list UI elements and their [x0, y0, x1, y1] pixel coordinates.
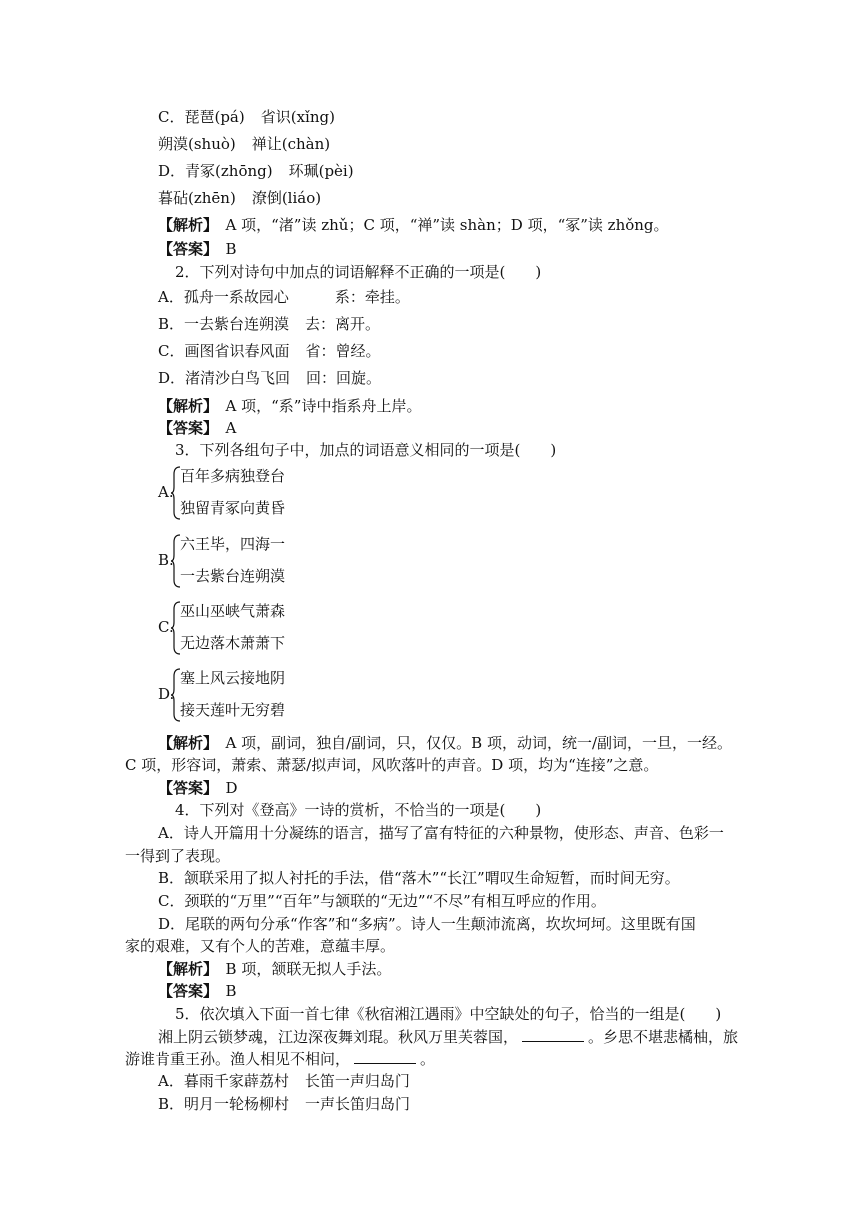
analysis-label: 【解析】: [158, 960, 211, 978]
analysis-text-1: A 项，副词，独自/副词，只，仅仅。B 项，动词，统一/副词，一旦，一经。: [225, 734, 733, 752]
answer-value: D: [225, 779, 238, 797]
q3-group-line1: 百年多病独登台: [180, 467, 286, 485]
q2-option-c-text: C．画图省识春风面: [158, 342, 290, 360]
q1-option-d-qingzhong: D．青冢(zhōng): [158, 162, 273, 180]
q5-stem: 5．依次填入下面一首七律《秋宿湘江遇雨》中空缺处的句子，恰当的一组是( ): [175, 1005, 722, 1023]
q4-option-c: C．颈联的“万里”“百年”与颔联的“无边”“不尽”有相互呼应的作用。: [158, 892, 606, 910]
analysis-label: 【解析】: [158, 397, 211, 415]
q2-option-a-text: A．孤舟一系故园心: [158, 288, 289, 306]
q4-option-d-line1: D．尾联的两句分承“作客”和“多病”。诗人一生颠沛流离，坎坎坷坷。这里既有国: [158, 915, 696, 933]
q5-option-a-text: A．暮雨千家薜荔村: [158, 1072, 289, 1090]
q5-poem-line2: [125, 1049, 435, 1069]
q3-analysis: [158, 733, 732, 753]
answer-label: 【答案】: [158, 779, 211, 797]
q3-group-line1: 塞上风云接地阴: [180, 669, 286, 687]
q5-poem-text: 湘上阴云锁梦魂，江边深夜舞刘琨。秋风万里芙蓉国，: [158, 1028, 519, 1046]
q3-group-line2: 独留青冢向黄昏: [180, 499, 286, 517]
q1-option-d-line2: [158, 188, 321, 208]
q3-group-label: D.: [158, 685, 175, 703]
q1-option-c-shanrang: 禅让(chàn): [251, 135, 331, 153]
q2-option-d-note: 回：回旋。: [306, 369, 382, 387]
analysis-label: 【解析】: [158, 734, 211, 752]
analysis-text: A 项，“系”诗中指系舟上岸。: [225, 397, 422, 415]
q2-answer: [158, 418, 236, 438]
q1-option-c-shuomo: 朔漠(shuò): [158, 135, 236, 153]
q2-option-d-text: D．渚清沙白鸟飞回: [158, 369, 291, 387]
q5-blank-1: [522, 1027, 584, 1042]
q3-group-line1: 巫山巫峡气萧森: [180, 602, 286, 620]
q5-option-b: [158, 1094, 410, 1114]
q2-option-b: [158, 314, 380, 334]
q5-poem-text: 。乡思不堪悲橘柚，旅: [588, 1028, 739, 1046]
q1-option-c-xingshi: 省识(xǐng): [260, 108, 335, 126]
q5-option-a: [158, 1071, 410, 1091]
q4-option-a-line2: 一得到了表现。: [125, 847, 231, 865]
q5-option-b-text: B．明月一轮杨柳村: [158, 1095, 290, 1113]
q1-option-d-muzhen: 暮砧(zhēn): [158, 189, 236, 207]
analysis-text: A 项，“渚”读 zhǔ；C 项，“禅”读 shàn；D 项，“冢”读 zhǒng。: [225, 216, 669, 234]
q5-poem-text: 。: [420, 1050, 436, 1068]
analysis-label: 【解析】: [158, 216, 211, 234]
q2-option-c-note: 省：曾经。: [305, 342, 381, 360]
q3-group-line2: 无边落木萧萧下: [180, 634, 286, 652]
q4-analysis: [158, 959, 391, 979]
q1-option-d-liaodao: 潦倒(liáo): [251, 189, 322, 207]
q1-analysis: [158, 215, 669, 235]
q1-option-d-line1: [158, 161, 354, 181]
q2-option-a-note: 系：牵挂。: [334, 288, 410, 306]
q2-analysis: [158, 396, 421, 416]
q3-group-line2: 一去紫台连朔漠: [180, 567, 286, 585]
q1-option-c-line2: [158, 134, 330, 154]
q2-option-b-text: B．一去紫台连朔漠: [158, 315, 290, 333]
q3-answer: [158, 778, 238, 798]
q5-poem-line1: [158, 1027, 738, 1047]
q4-option-b: B．颔联采用了拟人衬托的手法，借“落木”“长江”喟叹生命短暂，而时间无穷。: [158, 869, 680, 887]
q3-group-label: C.: [158, 618, 174, 636]
q4-option-d-line2: 家的艰难，又有个人的苦难，意蕴丰厚。: [125, 937, 396, 955]
q2-option-d: [158, 368, 381, 388]
q2-stem: 2．下列对诗句中加点的词语解释不正确的一项是( ): [175, 263, 542, 281]
q3-group-line1: 六王毕，四海一: [180, 535, 286, 553]
answer-label: 【答案】: [158, 982, 211, 1000]
analysis-text: B 项，颔联无拟人手法。: [225, 960, 392, 978]
q3-group-line2: 接天莲叶无穷碧: [180, 701, 286, 719]
q5-poem-text: 游谁肯重王孙。渔人相见不相问，: [125, 1050, 351, 1068]
q3-analysis-cont: C 项，形容词，萧索、萧瑟/拟声词，风吹落叶的声音。D 项，均为“连接”之意。: [125, 756, 659, 774]
answer-value: B: [225, 240, 237, 258]
q3-stem: 3．下列各组句子中，加点的词语意义相同的一项是( ): [175, 441, 557, 459]
q5-option-a-text2: 长笛一声归岛门: [304, 1072, 410, 1090]
q2-option-b-note: 去：离开。: [305, 315, 381, 333]
answer-value: A: [225, 419, 237, 437]
q3-group-label: B.: [158, 551, 174, 569]
answer-value: B: [225, 982, 237, 1000]
q4-answer: [158, 981, 237, 1001]
q2-option-c: [158, 341, 381, 361]
q4-stem: 4．下列对《登高》一诗的赏析，不恰当的一项是( ): [175, 801, 542, 819]
q1-option-d-huanpei: 环珮(pèi): [288, 162, 354, 180]
q4-option-a-line1: A．诗人开篇用十分凝练的语言，描写了富有特征的六种景物，使形态、声音、色彩一: [158, 824, 724, 842]
answer-label: 【答案】: [158, 240, 211, 258]
answer-label: 【答案】: [158, 419, 211, 437]
q5-option-b-text2: 一声长笛归岛门: [305, 1095, 411, 1113]
q2-option-a: [158, 287, 410, 307]
q5-blank-2: [354, 1049, 416, 1064]
q1-option-c-line1: [158, 107, 335, 127]
q3-group-label: A.: [158, 483, 174, 501]
q1-option-c-pipa: C．琵琶(pá): [158, 108, 245, 126]
q1-answer: [158, 239, 237, 259]
